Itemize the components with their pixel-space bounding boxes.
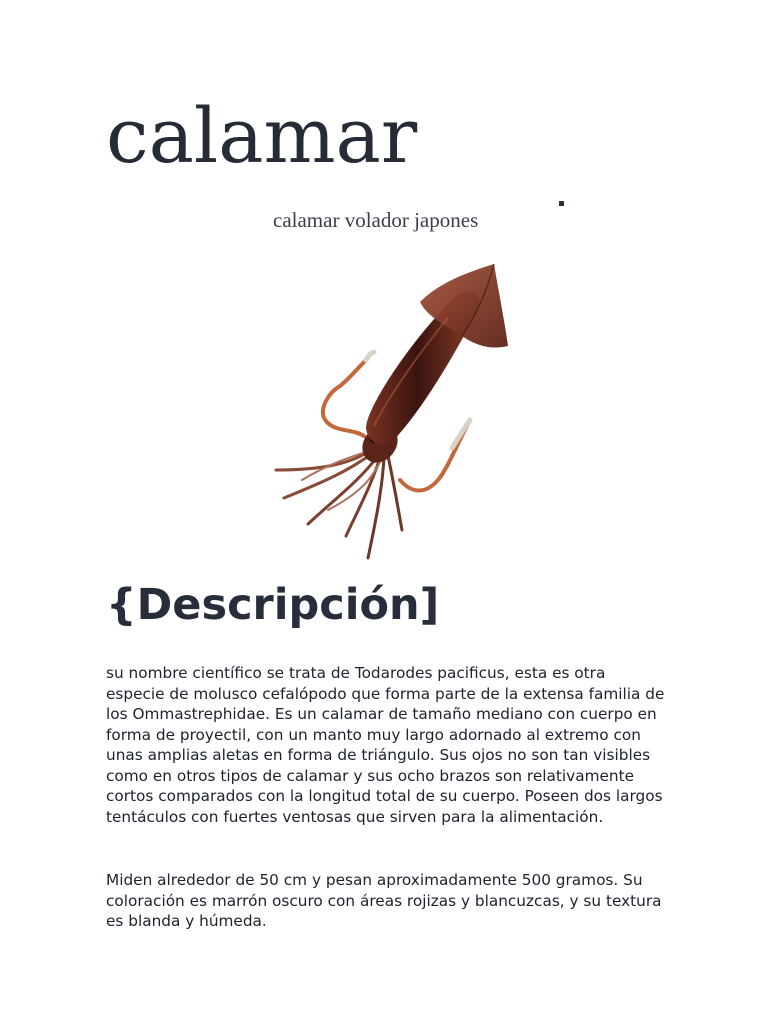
description-paragraph-2: Miden alrededor de 50 cm y pesan aproximadamente 500 gramos. Su coloración es marrón oscuro con áreas rojizas y blancuzcas, y su textura es blanda y húmeda.	[106, 871, 662, 930]
stray-dot	[559, 201, 564, 206]
squid-illustration	[262, 258, 512, 568]
description-heading: {Descripción]	[106, 580, 440, 630]
description-paragraph-1: su nombre científico se trata de Todarodes pacificus, esta es otra especie de molusco cefalópodo que forma parte de la extensa familia de los Ommastrephidae. Es un calamar de tamaño mediano con cuerpo en forma de proyectil, con un manto muy largo adornado al extremo con unas amplias aletas en forma de triángulo. Sus ojos no son tan visibles como en otros tipos de calamar y sus ocho brazos son relativamente cortos comparados con la longitud total de su cuerpo. Poseen dos largos tentáculos con fuertes ventosas que sirven para la alimentación.	[106, 664, 665, 826]
page-subtitle: calamar volador japones	[273, 208, 479, 232]
page-title: calamar	[106, 91, 418, 180]
